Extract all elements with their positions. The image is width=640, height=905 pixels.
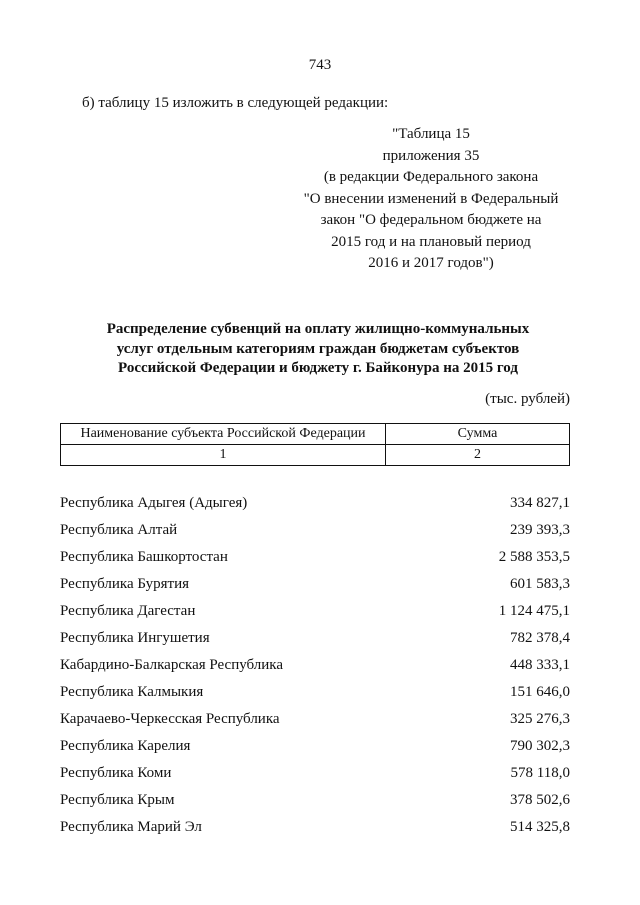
amount-value: 601 583,3 [510,576,570,592]
table-row [60,814,570,841]
table-row [60,490,570,517]
amount-value: 1 124 475,1 [498,603,570,619]
table-row [60,652,570,679]
amount-value: 2 588 353,5 [498,549,570,565]
instruction-text: б) таблицу 15 изложить в следующей редакции: [82,95,389,111]
caption-line: "О внесении изменений в Федеральный [303,190,559,207]
table-row [60,760,570,787]
column-header-name: Наименование субъекта Российской Федерации [61,424,386,445]
region-name: Республика Калмыкия [60,684,204,700]
amount-value: 448 333,1 [510,657,570,673]
region-name: Республика Крым [60,792,175,808]
region-name: Республика Дагестан [60,603,196,619]
data-rows [60,490,570,841]
column-number-2: 2 [386,445,570,466]
table-row [60,679,570,706]
amount-value: 151 646,0 [510,684,570,700]
amount-value: 514 325,8 [510,819,570,835]
caption-line: приложения 35 [382,147,480,164]
column-header-sum: Сумма [386,424,570,445]
amount-value: 782 378,4 [510,630,570,646]
caption-line: 2015 год и на плановый период [331,233,531,250]
table-header [60,423,570,466]
region-name: Республика Ингушетия [60,630,210,646]
amount-value: 578 118,0 [510,765,570,781]
region-name: Республика Бурятия [60,576,190,592]
amount-value: 325 276,3 [510,711,570,727]
document-title [60,320,576,379]
table-row [60,544,570,571]
region-name: Республика Коми [60,765,172,781]
column-number-1: 1 [61,445,386,466]
table-row [60,625,570,652]
caption-line: "Таблица 15 [392,126,470,142]
title-line: услуг отдельным категориям граждан бюджетам субъектов [116,340,520,357]
units-label: (тыс. рублей) [485,391,570,407]
region-name: Республика Алтай [60,522,178,538]
table-row [60,571,570,598]
table-row [60,733,570,760]
amount-value: 790 302,3 [510,738,570,754]
amount-value: 239 393,3 [510,522,570,538]
table-row [60,517,570,544]
table-row [60,787,570,814]
title-line: Российской Федерации и бюджету г. Байконура на 2015 год [118,360,518,376]
page-number: 743 [308,57,332,73]
region-name: Карачаево-Черкесская Республика [60,711,280,727]
region-name: Республика Марий Эл [60,819,202,835]
region-name: Кабардино-Балкарская Республика [60,657,284,673]
region-name: Республика Башкортостан [60,549,228,565]
region-name: Республика Карелия [60,738,191,754]
region-name: Республика Адыгея (Адыгея) [60,495,248,511]
caption-line: 2016 и 2017 годов") [368,255,494,271]
table-row [60,598,570,625]
table-row [60,706,570,733]
amount-value: 378 502,6 [510,792,570,808]
table-caption [298,124,564,275]
caption-line: закон "О федеральном бюджете на [320,212,542,228]
title-line: Распределение субвенций на оплату жилищно-коммунальных [106,321,530,337]
amount-value: 334 827,1 [510,495,570,511]
caption-line: (в редакции Федерального закона [323,169,539,185]
